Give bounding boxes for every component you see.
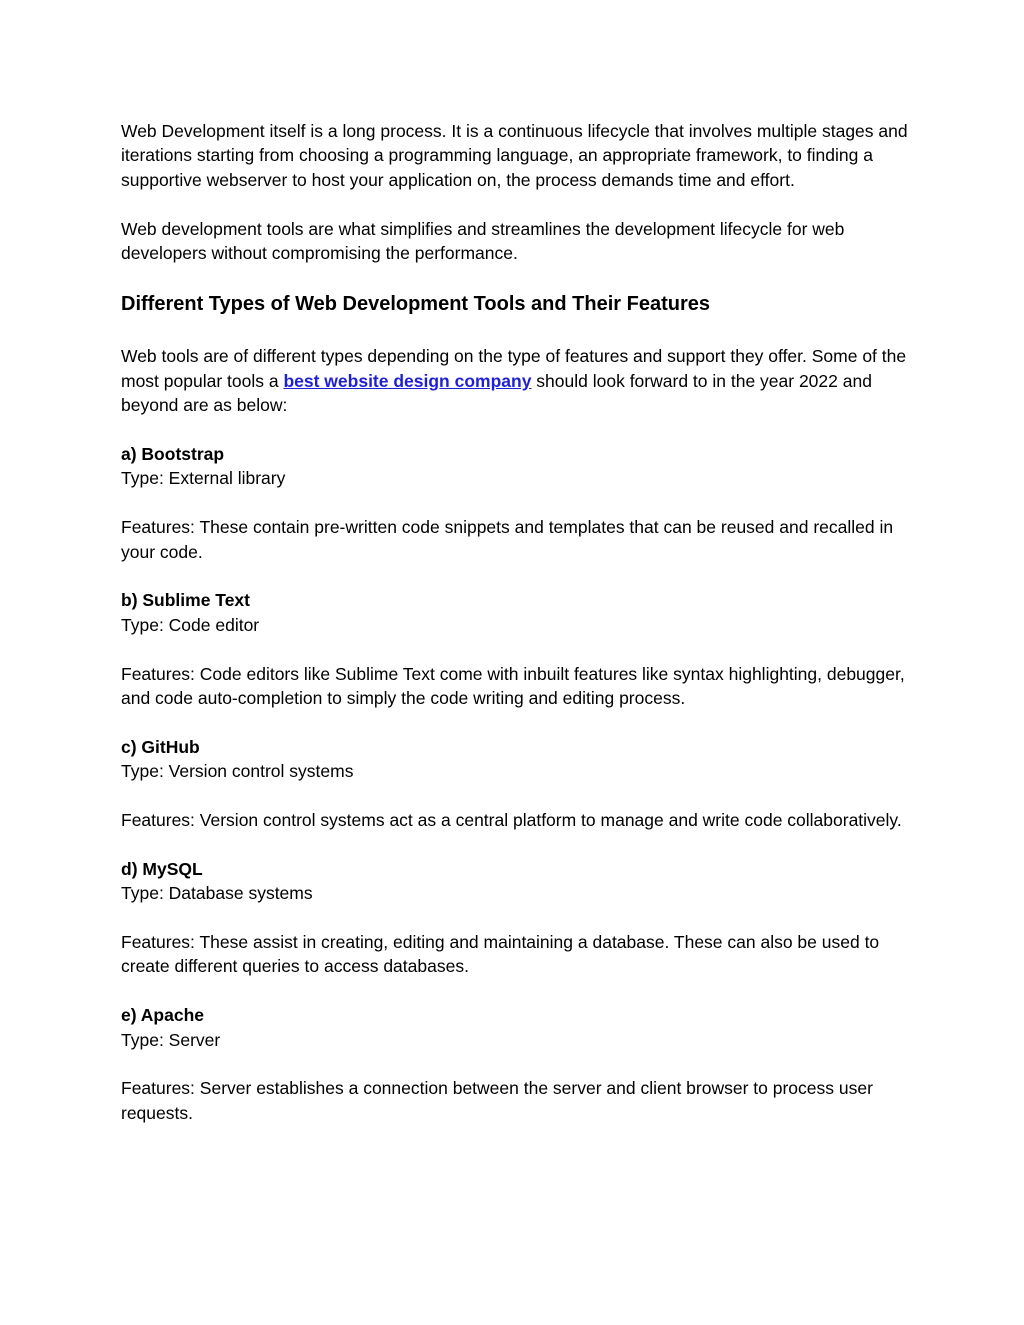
section-lead-paragraph [121,344,911,417]
lead-text-after: should look forward to in the year 2022 and beyond are as below: [121,370,872,416]
tool-type: Type: Code editor [121,614,260,635]
tool-item-sublime-text [121,588,911,710]
intro-paragraph-1: Web Development itself is a long process. It is a continuous lifecycle that involves multiple stages and iterations starting from choosing a programming language, an appropriate framework, to finding a supportive webserver to host your application on, the process demands time and effort. [121,121,908,190]
document-page [121,119,911,1125]
lead-text-before: Web tools are of different types depending on the type of features and support they offer. Some of the most popular tools a [121,346,907,391]
tool-type: Type: Server [121,1029,221,1050]
tool-title: c) GitHub [121,736,200,757]
tool-item-github [121,735,911,833]
tool-title: a) Bootstrap [121,444,225,465]
tool-type: Type: Version control systems [121,761,354,782]
tool-features: Features: These contain pre-written code snippets and templates that can be reused and recalled in your code. [121,517,894,562]
best-website-design-company-link[interactable]: best website design company [283,370,532,391]
intro-paragraph-2: Web development tools are what simplifies and streamlines the development lifecycle for web developers without compromising the performance. [121,218,845,264]
section-heading: Different Types of Web Development Tools and Their Features [121,293,710,316]
tool-features: Features: Code editors like Sublime Text come with inbuilt features like syntax highlighting, debugger, and code auto-completion to simply the code writing and editing process. [121,663,905,709]
tool-features: Features: Version control systems act as a central platform to manage and write code collaboratively. [121,810,902,831]
tool-type: Type: Database systems [121,883,313,904]
tool-features: Features: These assist in creating, editing and maintaining a database. These can also be used to create different queries to access databases. [121,932,880,977]
tool-title: d) MySQL [121,858,203,879]
tool-title: b) Sublime Text [121,590,250,611]
tool-item-bootstrap [121,442,911,564]
tool-item-mysql [121,857,911,979]
tool-type: Type: External library [121,468,286,489]
tool-features: Features: Server establishes a connection between the server and client browser to process user requests. [121,1078,873,1123]
tool-item-apache [121,1003,911,1125]
tool-title: e) Apache [121,1005,204,1026]
